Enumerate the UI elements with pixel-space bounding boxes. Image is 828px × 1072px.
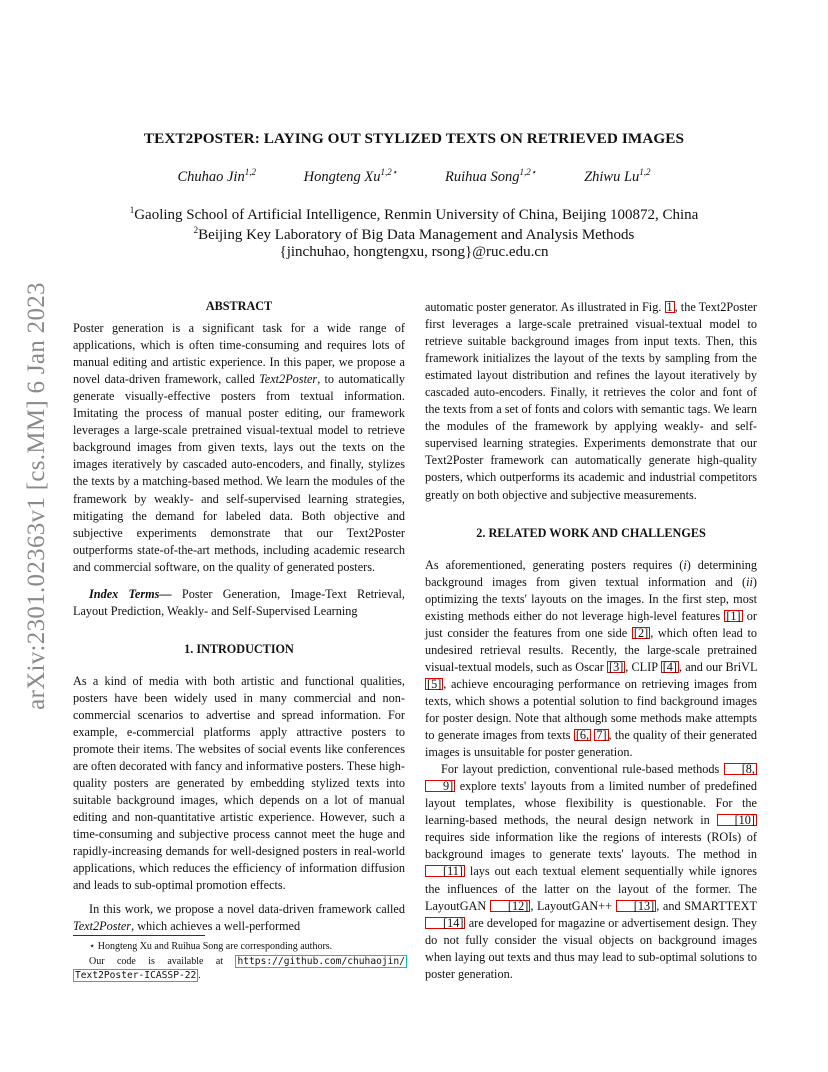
footnote-code: Our code is available at https://github.com/chuhaojin/ xyxy=(89,956,405,967)
citation[interactable]: [13] xyxy=(616,900,656,912)
code-link-cont[interactable]: Text2Poster-ICASSP-22 xyxy=(75,970,197,981)
affiliation-mark: 1 xyxy=(129,205,135,215)
author-name: Chuhao Jin xyxy=(177,168,245,185)
affiliation-mark: 2 xyxy=(193,225,199,235)
citation[interactable]: [12] xyxy=(490,900,530,912)
index-terms-label: Index Terms— xyxy=(89,586,172,601)
author-list xyxy=(0,167,828,186)
author-affiliation-mark: 1,2⋆ xyxy=(380,167,398,177)
citation[interactable]: [14] xyxy=(425,917,465,929)
author-name: Ruihua Song xyxy=(445,168,520,185)
author xyxy=(304,167,398,186)
related-paragraph-2: For layout prediction, conventional rule-based methods [8, 9] explore texts' layouts from a limited number of predefined layout templates, whose flexibility is questionable. For the learning-based methods, the neural design network in [10] requires side information like the regions of interests (ROIs) of background images to generate texts' layouts. The method in [11] lays out each textual element sequentially while ignores the influences of the latter on the layout of the former. The LayoutGAN [12] , LayoutGAN++ [13] , and SMARTTEXT [14] are developed for magazine or advertisement design. They do not fully consider the visual objects on background images when laying out texts and thus may lead to sub-optimal solutions to poster generation. xyxy=(425,762,758,981)
affiliation-1 xyxy=(0,205,828,224)
citation[interactable]: 7] xyxy=(596,728,607,743)
left-column xyxy=(73,298,405,935)
author-name: Zhiwu Lu xyxy=(584,168,640,185)
intro-heading: 1. INTRODUCTION xyxy=(184,641,294,656)
author-affiliation-mark: 1,2⋆ xyxy=(519,167,537,177)
intro-paragraph-1: As a kind of media with both artistic and functional qualities, posters have been widely used in many commercial and non-commercial scenarios to advertise and spread information. For example, e-commercial platforms apply attractive posters to promote their items. The websites of social events like conferences are often decorated with fancy and informative posters. These high-quality posters are generated by embedding stylized texts into suitable background images, which depends on a lot of manual editing and non-quantitative artistic experience. However, such a time-consuming and subjective process cannot meet the huge and rapidly-increasing demands for well-designed posters in real-world applications, which reduces the efficiency of information diffusion and leads to sub-optimal promotion effects. xyxy=(73,673,405,893)
intro-continued: automatic poster generator. As illustrated in Fig. 1 , the Text2Poster first leverages a large-scale pretrained visual-textual model to retrieve suitable background images from input texts. Then, this framework initializes the layout of the texts by sampling from the estimated layout distribution and refines the layout iteratively by cascaded auto-encoders. Finally, it retrieves the color and font of the texts from a set of fonts and colors with semantic tags. We learn the modules of the framework by applying weakly- and self-supervised learning strategies. Experiments demonstrate that our Text2Poster framework can automatically generate high-quality posters, which outperforms its academic and industrial competitors greatly on both objective and subjective measurements. xyxy=(425,300,757,502)
footnotes xyxy=(73,940,407,982)
author xyxy=(177,167,256,186)
citation[interactable]: [1] xyxy=(726,608,741,623)
paper-title: TEXT2POSTER: LAYING OUT STYLIZED TEXTS ON RETRIEVED IMAGES xyxy=(143,130,685,147)
citation[interactable]: [8, xyxy=(724,763,757,775)
abstract-text: Poster generation is a significant task for a wide range of applications, which is often time-consuming and requires lots of manual editing and artistic experience. In this paper, we propose a novel data-driven framework, called Text2Poster, to automatically generate visually-effective posters from textual information. Imitating the process of manual poster editing, our framework leverages a large-scale pretrained visual-textual model to retrieve background images from given texts, lays out the texts on the images iteratively by cascaded auto-encoders, and finally, stylizes the texts by a matching-based method. We learn the modules of the framework by weakly- and self-supervised learning strategies, mitigating the demand for labeled data. Both objective and subjective experiments demonstrate that our Text2Poster outperforms state-of-the-art methods, including academic research and commercial software, on the quality of generated posters. xyxy=(73,321,405,574)
intro-paragraph-2: In this work, we propose a novel data-driven framework called Text2Poster, which achieves a well-performed xyxy=(73,901,405,933)
framework-name: Text2Poster xyxy=(259,372,318,387)
footnote-corresponding: ⋆ Hongteng Xu and Ruihua Song are corresponding authors. xyxy=(89,941,333,952)
citation[interactable]: [2] xyxy=(633,625,649,640)
citation[interactable]: [10] xyxy=(717,814,757,826)
author-affiliation-mark: 1,2 xyxy=(244,167,256,177)
index-terms xyxy=(73,586,405,620)
affiliation-text: Beijing Key Laboratory of Big Data Management and Analysis Methods xyxy=(198,227,635,243)
citation[interactable]: [3] xyxy=(609,659,624,674)
figure-ref[interactable]: 1 xyxy=(666,300,673,314)
author-affiliation-mark: 1,2 xyxy=(639,167,651,177)
citation[interactable]: [11] xyxy=(425,865,465,877)
footnote-code-cont: Text2Poster-ICASSP-22 . xyxy=(75,970,201,981)
citation[interactable]: [5] xyxy=(427,676,442,691)
author-emails: {jinchuhao, hongtengxu, rsong}@ruc.edu.cn xyxy=(279,244,549,260)
code-link[interactable]: https://github.com/chuhaojin/ xyxy=(237,956,405,967)
abstract-heading: ABSTRACT xyxy=(205,299,273,313)
citation[interactable]: [4] xyxy=(662,659,678,674)
author-name: Hongteng Xu xyxy=(303,168,381,185)
author xyxy=(584,167,650,186)
related-paragraph-1: As aforementioned, generating posters requires (i) determining background images from given textual information and (ii) optimizing the texts' layouts on the images. In the first step, most existing methods either do not leverage high-level features [1] or just consider the features from one side [2] , which often lead to undesired retrieval results. Recently, the large-scale pretrained visual-textual models, such as Oscar [3] , CLIP [4] , and our BriVL [5] , achieve encouraging performance on retrieving images from texts, which shows a potential solution to find background images for poster design. Note that although some methods make attempts to generate images from texts [6, 7] , the quality of their generated images is unsuitable for poster generation. xyxy=(425,557,758,760)
index-terms-text: Poster Generation, Image-Text Retrieval, Layout Prediction, Weakly- and Self-Supervised Learning xyxy=(73,586,405,618)
affiliation-text: Gaoling School of Artificial Intelligence, Renmin University of China, Beijing 100872, China xyxy=(134,207,699,223)
related-heading: 2. RELATED WORK AND CHALLENGES xyxy=(476,525,706,540)
right-column xyxy=(425,299,757,983)
footnote-rule xyxy=(73,935,205,936)
framework-name: Text2Poster xyxy=(73,918,132,933)
affiliation-2 xyxy=(0,225,828,244)
arxiv-stamp xyxy=(22,282,52,710)
citation[interactable]: 9] xyxy=(425,780,455,792)
arxiv-identifier: arXiv:2301.02363v1 [cs.MM] 6 Jan 2023 xyxy=(23,282,50,710)
author xyxy=(445,167,536,186)
citation[interactable]: [6, xyxy=(575,728,590,743)
